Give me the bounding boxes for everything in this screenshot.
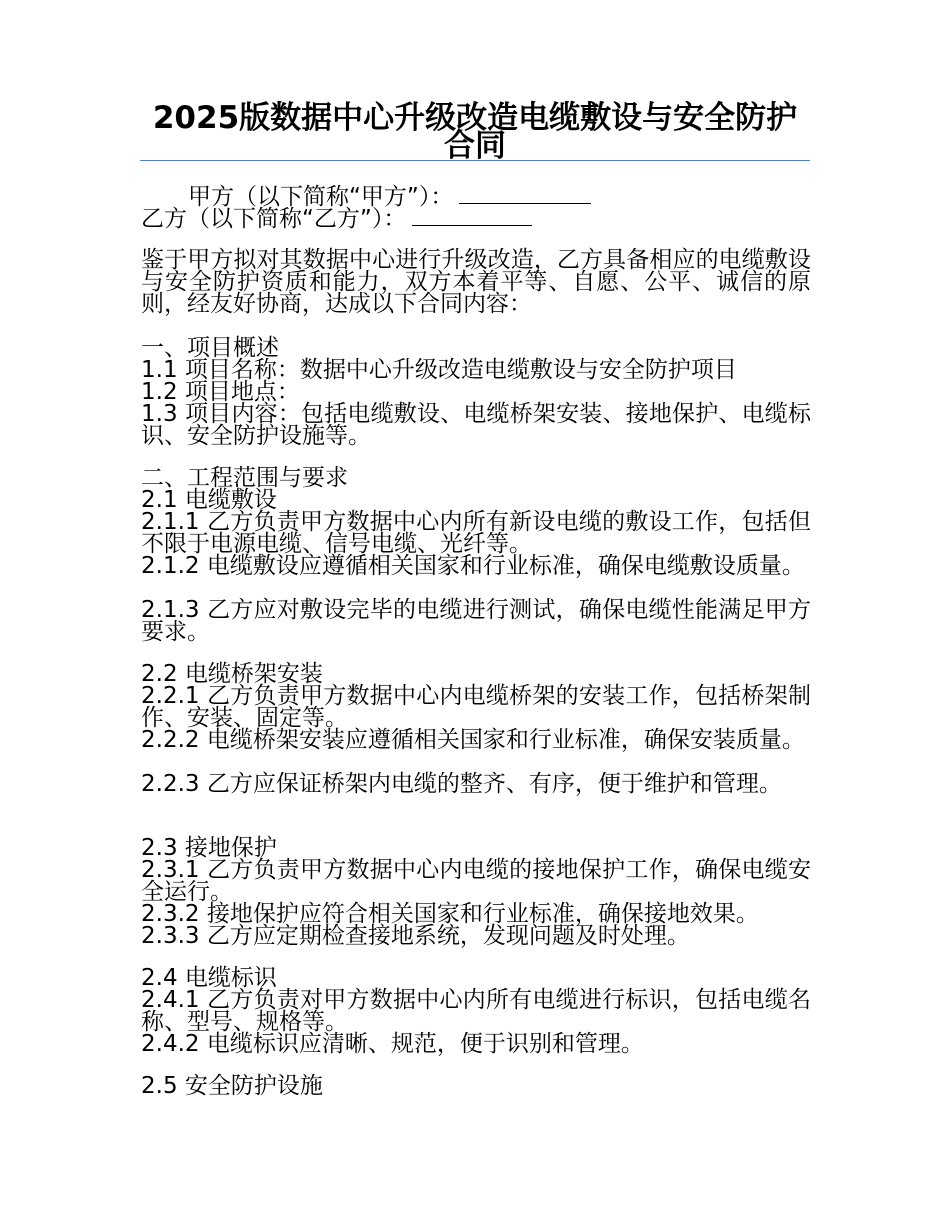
- section-1-heading: 一、项目概述: [141, 335, 279, 361]
- party-b-label: 乙方（以下简称“乙方”）：: [141, 206, 407, 232]
- party-b-blank: [412, 207, 532, 226]
- subsection-2-2-heading: 2.2 电缆桥架安装: [141, 661, 323, 687]
- title-underline: [140, 160, 810, 161]
- party-a-label: 甲方（以下简称“甲方”）：: [188, 184, 454, 210]
- subsection-2-5-heading: 2.5 安全防护设施: [141, 1073, 323, 1099]
- section-2-heading: 二、工程范围与要求: [141, 465, 348, 491]
- item-2-1-3: 2.1.3 乙方应对敷设完毕的电缆进行测试，确保电缆性能满足甲方要求。: [141, 597, 811, 645]
- item-2-2-2: 2.2.2 电缆桥架安装应遵循相关国家和行业标准，确保安装质量。: [141, 727, 805, 753]
- party-b-line: [141, 207, 532, 230]
- preamble: 鉴于甲方拟对其数据中心进行升级改造，乙方具备相应的电缆敷设与安全防护资质和能力，双方本着平等、自愿、公平、诚信的原则，经友好协商，达成以下合同内容：: [141, 247, 811, 317]
- party-a-line: [188, 185, 591, 208]
- subsection-2-3-heading: 2.3 接地保护: [141, 835, 277, 861]
- subsection-2-4-heading: 2.4 电缆标识: [141, 965, 277, 991]
- item-1-2: 1.2 项目地点：: [141, 379, 300, 405]
- item-2-1-2: 2.1.2 电缆敷设应遵循相关国家和行业标准，确保电缆敷设质量。: [141, 553, 805, 579]
- item-1-1: 1.1 项目名称：数据中心升级改造电缆敷设与安全防护项目: [141, 357, 737, 383]
- item-1-3: 1.3 项目内容：包括电缆敷设、电缆桥架安装、接地保护、电缆标识、安全防护设施等。: [141, 401, 811, 449]
- item-2-2-3: 2.2.3 乙方应保证桥架内电缆的整齐、有序，便于维护和管理。: [141, 771, 782, 797]
- item-2-3-1: 2.3.1 乙方负责甲方数据中心内电缆的接地保护工作，确保电缆安全运行。: [141, 857, 811, 905]
- item-2-4-1: 2.4.1 乙方负责对甲方数据中心内所有电缆进行标识，包括电缆名称、型号、规格等。: [141, 987, 811, 1035]
- subsection-2-1-heading: 2.1 电缆敷设: [141, 487, 277, 513]
- item-2-1-1: 2.1.1 乙方负责甲方数据中心内所有新设电缆的敷设工作，包括但不限于电源电缆、信号电缆、光纤等。: [141, 509, 811, 557]
- party-a-blank: [459, 185, 591, 204]
- item-2-3-2: 2.3.2 接地保护应符合相关国家和行业标准，确保接地效果。: [141, 901, 759, 927]
- item-2-4-2: 2.4.2 电缆标识应清晰、规范，便于识别和管理。: [141, 1031, 644, 1057]
- item-2-2-1: 2.2.1 乙方负责甲方数据中心内电缆桥架的安装工作，包括桥架制作、安装、固定等。: [141, 683, 811, 731]
- item-2-3-3: 2.3.3 乙方应定期检查接地系统，发现问题及时处理。: [141, 923, 690, 949]
- document-title: 2025版数据中心升级改造电缆敷设与安全防护合同: [152, 100, 798, 164]
